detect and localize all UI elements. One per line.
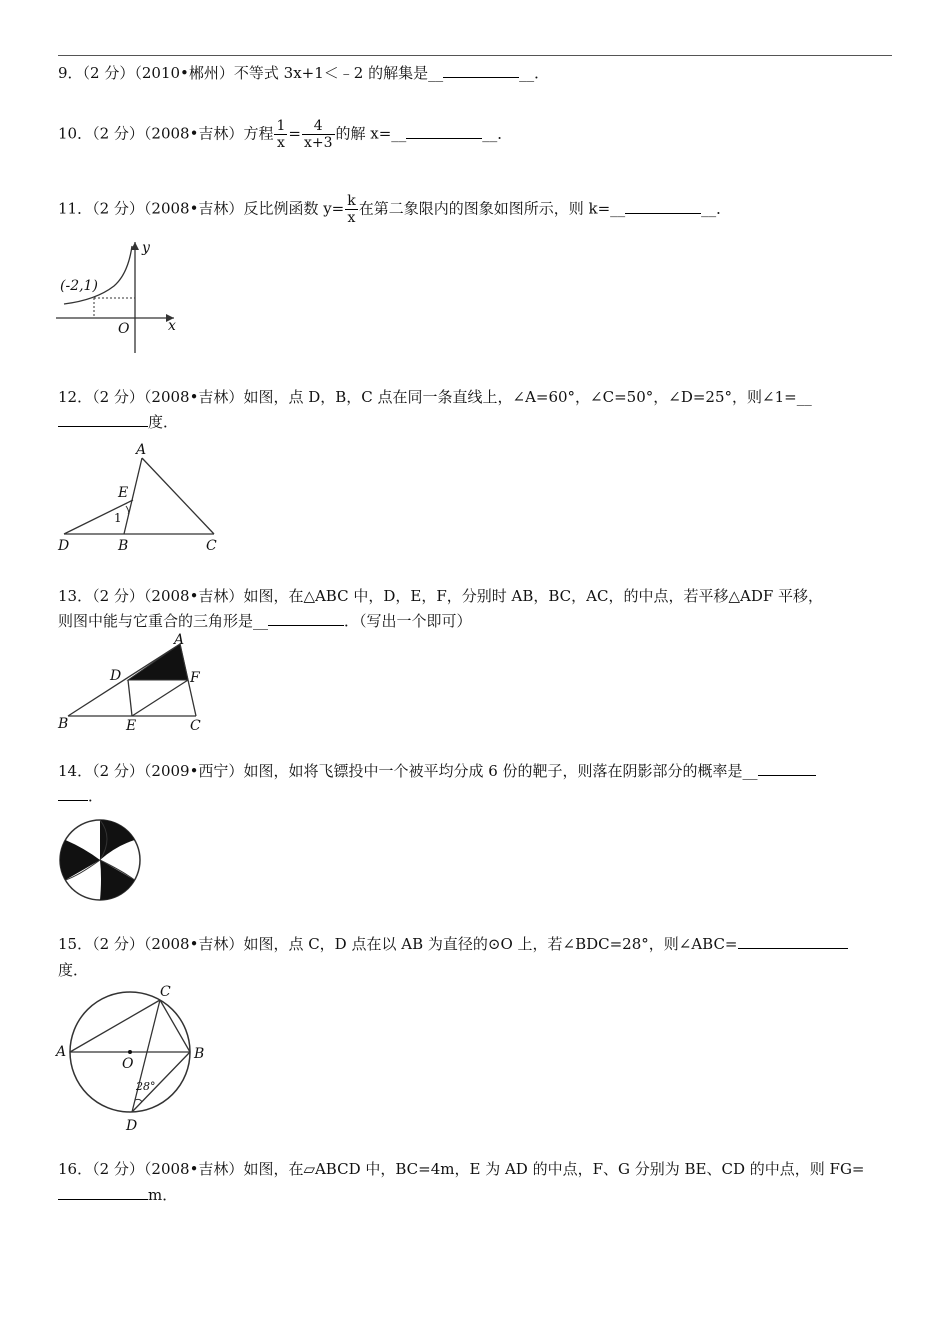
q13-triangle-figure	[56, 632, 216, 736]
question-10	[58, 118, 512, 151]
question-15-line-2	[58, 959, 88, 981]
q12-score: （2 分）	[92, 388, 144, 406]
q16-source: （2008•吉林）	[143, 1160, 244, 1178]
q13-line2-post: ．（写出一个即可）	[344, 612, 472, 630]
q12-label-b: B	[118, 538, 129, 554]
q16-number: 16．	[58, 1160, 93, 1178]
q16-line2-post: m．	[148, 1186, 178, 1204]
q9-source: （2010•郴州）	[134, 64, 234, 82]
q13-number: 13．	[58, 587, 93, 605]
q14-dartboard-figure	[58, 818, 144, 904]
q12-label-d: D	[58, 538, 70, 554]
q15-number: 15．	[58, 935, 93, 953]
q10-equals: =	[288, 124, 301, 143]
q15-line1: 如图，点 C，D 点在以 AB 为直径的⊙O 上，若∠BDC=28°，则∠ABC=	[243, 935, 738, 953]
q11-source: （2008•吉林）	[143, 199, 244, 218]
q10-pre: __	[391, 124, 407, 143]
q13-line1: 如图，在△ABC 中，D，E，F，分别时 AB，BC，AC，的中点，若平移△ADF 平移，	[243, 587, 824, 605]
q12-line2-post: 度．	[148, 413, 179, 431]
q15-answer-blank[interactable]	[738, 934, 848, 949]
q10-score: （2 分）	[92, 124, 144, 143]
q13-label-d: D	[110, 668, 122, 684]
q12-label-e: E	[118, 485, 129, 501]
q10-fraction-1: $\frac{1}{x}$	[276, 118, 286, 151]
q10-answer-blank[interactable]	[406, 124, 482, 139]
q15-score: （2 分）	[92, 935, 144, 953]
question-15	[58, 933, 848, 955]
q11-score: （2 分）	[92, 199, 144, 218]
q10-number: 10．	[58, 124, 93, 143]
q11-y-label: y	[142, 240, 150, 256]
q10-source: （2008•吉林）	[143, 124, 244, 143]
q15-label-o: O	[122, 1056, 134, 1072]
q11-origin-label: O	[118, 321, 130, 337]
q9-score: （2 分）	[82, 64, 135, 82]
q11-hyperbola-figure	[56, 238, 186, 356]
q13-label-b: B	[58, 716, 69, 732]
question-13-line-2	[58, 610, 472, 632]
q14-line2-post: ．	[88, 787, 104, 805]
q12-angle-1-label: 1	[114, 511, 122, 525]
q14-source: （2009•西宁）	[143, 762, 244, 780]
q12-answer-blank[interactable]	[58, 412, 148, 427]
question-12-line-2	[58, 411, 178, 433]
q15-label-b: B	[194, 1046, 205, 1062]
q11-point-label: (-2,1)	[60, 278, 98, 294]
q9-answer-blank[interactable]	[443, 63, 519, 78]
q12-triangle-figure	[56, 442, 226, 556]
q15-source: （2008•吉林）	[143, 935, 244, 953]
q11-fraction: $\frac{k}{x}$	[347, 193, 356, 226]
question-9	[58, 62, 549, 84]
q9-pre: __	[428, 64, 444, 82]
question-14-line-2	[58, 785, 103, 807]
q16-answer-blank[interactable]	[58, 1185, 148, 1200]
q11-answer-blank[interactable]	[625, 199, 701, 214]
q14-line1: 如图，如将飞镖投中一个被平均分成 6 份的靶子，则落在阴影部分的概率是__	[243, 762, 758, 780]
q10-fraction-2: $\frac{4}{x+3}$	[303, 118, 333, 151]
question-16	[58, 1158, 865, 1180]
q16-score: （2 分）	[92, 1160, 144, 1178]
q12-number: 12．	[58, 388, 93, 406]
q11-post: __．	[701, 199, 732, 218]
top-rule	[58, 55, 892, 56]
q9-post: __．	[519, 64, 550, 82]
q9-text: 不等式 3x+1＜﹣2 的解集是	[233, 64, 429, 82]
q12-line1: 如图，点 D，B，C 点在同一条直线上，∠A=60°，∠C=50°，∠D=25°，则∠1=__	[243, 388, 812, 406]
q12-label-a: A	[136, 442, 147, 458]
q11-text-b: 在第二象限内的图象如图所示，则 k=	[358, 199, 611, 218]
q13-line2-pre: 则图中能与它重合的三角形是__	[58, 612, 269, 630]
q11-text-a: 反比例函数 y=	[243, 199, 345, 218]
q13-label-e: E	[126, 718, 137, 734]
q15-label-d: D	[126, 1118, 138, 1134]
q12-source: （2008•吉林）	[143, 388, 244, 406]
q10-text-a: 方程	[243, 124, 274, 143]
q16-line1: 如图，在▱ABCD 中，BC=4m，E 为 AD 的中点，F、G 分别为 BE、CD 的中点，则 FG=	[243, 1160, 865, 1178]
q13-label-c: C	[190, 718, 201, 734]
q15-circle-figure	[56, 984, 216, 1134]
q12-label-c: C	[206, 538, 217, 554]
q13-answer-blank[interactable]	[268, 611, 344, 626]
question-12	[58, 386, 812, 408]
question-16-line-2	[58, 1184, 177, 1206]
q9-number: 9．	[58, 64, 83, 82]
question-14	[58, 760, 816, 782]
q14-score: （2 分）	[92, 762, 144, 780]
q13-source: （2008•吉林）	[143, 587, 244, 605]
q15-line2: 度．	[58, 961, 89, 979]
q13-score: （2 分）	[92, 587, 144, 605]
q13-label-f: F	[190, 670, 200, 686]
q11-x-label: x	[168, 318, 176, 334]
q13-label-a: A	[174, 632, 185, 648]
q14-answer-blank-cont[interactable]	[58, 786, 88, 801]
q15-angle-label: 28°	[136, 1080, 156, 1093]
q10-post: __．	[482, 124, 513, 143]
q11-number: 11．	[58, 199, 93, 218]
q15-label-c: C	[160, 984, 171, 1000]
q10-text-b: 的解 x=	[335, 124, 392, 143]
q14-answer-blank[interactable]	[758, 761, 816, 776]
question-13	[58, 585, 823, 607]
q15-label-a: A	[56, 1044, 67, 1060]
question-11	[58, 193, 731, 226]
q14-number: 14．	[58, 762, 93, 780]
q11-pre: __	[610, 199, 626, 218]
